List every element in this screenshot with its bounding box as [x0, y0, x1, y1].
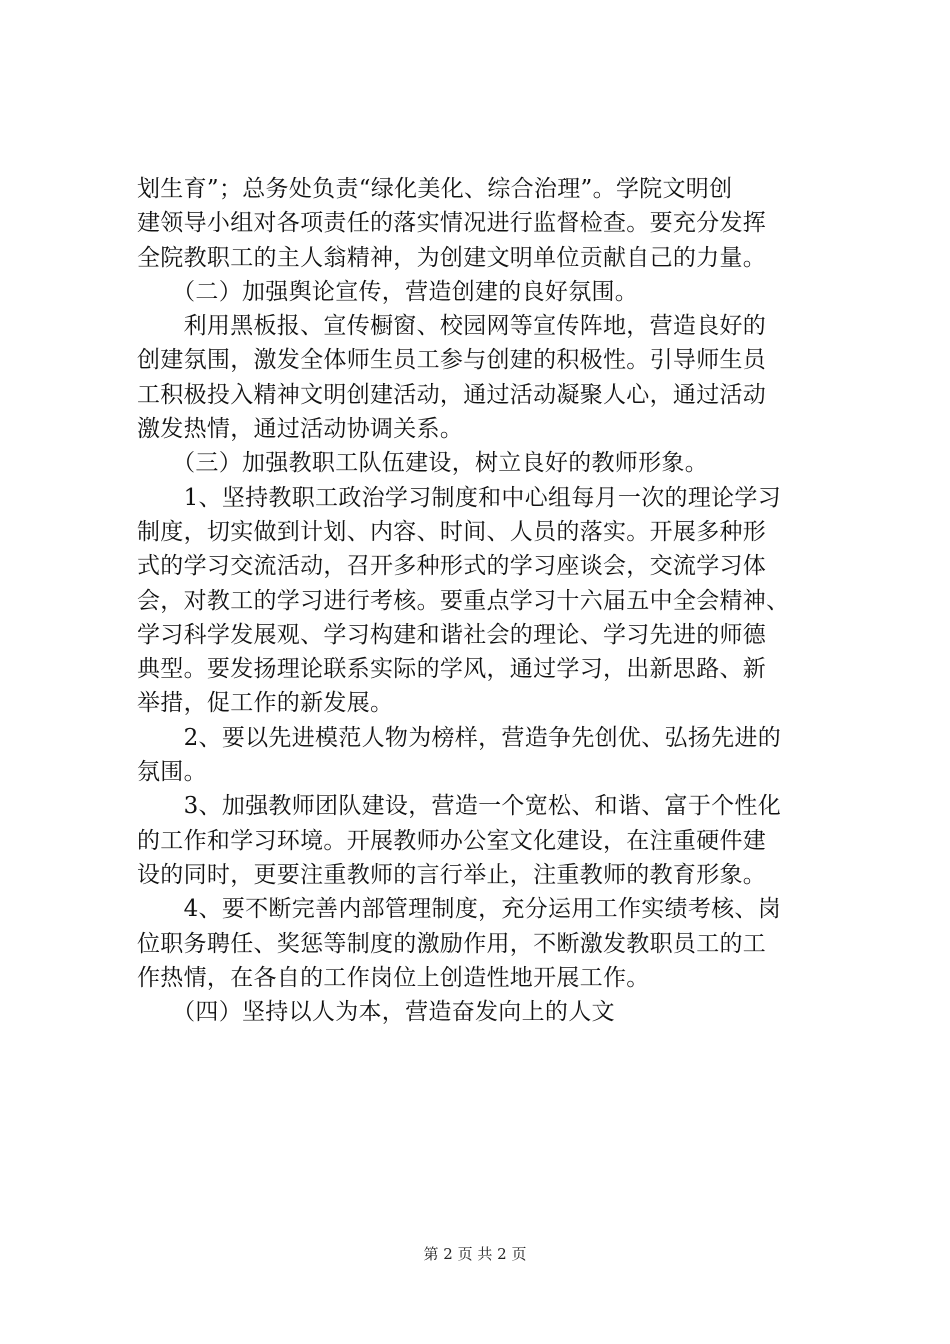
text-line: 举措，促工作的新发展。 [137, 690, 394, 717]
section-heading: （四）坚持以人为本，营造奋发向上的人文 [137, 999, 615, 1026]
text-line: 作热情，在各自的工作岗位上创造性地开展工作。 [137, 964, 650, 991]
text-line: 激发热情，通过活动协调关系。 [137, 416, 464, 443]
text-line: 3、加强教师团队建设，营造一个宽松、和谐、富于个性化 [137, 793, 782, 820]
document-body [137, 172, 837, 1029]
page-number-footer: 第 2 页 共 2 页 [423, 1245, 527, 1263]
text-line: 全院教职工的主人翁精神，为创建文明单位贡献自己的力量。 [137, 244, 767, 271]
text-line: 创建氛围，激发全体师生员工参与创建的积极性。引导师生员 [137, 347, 767, 374]
text-line: 制度，切实做到计划、内容、时间、人员的落实。开展多种形 [137, 518, 767, 545]
text-line: 利用黑板报、宣传橱窗、校园网等宣传阵地，营造良好的 [137, 313, 767, 340]
text-line: 2、要以先进模范人物为榜样，营造争先创优、弘扬先进的 [137, 724, 782, 751]
text-line: 位职务聘任、奖惩等制度的激励作用，不断激发教职员工的工 [137, 930, 767, 957]
text-line: 的工作和学习环境。开展教师办公室文化建设，在注重硬件建 [137, 827, 767, 854]
text-line: 工积极投入精神文明创建活动，通过活动凝聚人心，通过活动 [137, 381, 767, 408]
text-line: 典型。要发扬理论联系实际的学风，通过学习，出新思路、新 [137, 656, 767, 683]
section-heading: （三）加强教职工队伍建设，树立良好的教师形象。 [137, 450, 708, 477]
text-line: 式的学习交流活动，召开多种形式的学习座谈会，交流学习体 [137, 553, 767, 580]
section-heading: （二）加强舆论宣传，营造创建的良好氛围。 [137, 278, 639, 305]
text-line: 学习科学发展观、学习构建和谐社会的理论、学习先进的师德 [137, 621, 767, 648]
text-line: 1、坚持教职工政治学习制度和中心组每月一次的理论学习 [137, 484, 782, 511]
text-line: 氛围。 [137, 759, 207, 786]
text-line: 设的同时，更要注重教师的言行举止，注重教师的教育形象。 [137, 861, 767, 888]
text-line: 划生育”；总务处负责“绿化美化、综合治理”。学院文明创 [137, 176, 733, 202]
text-line: 会，对教工的学习进行考核。要重点学习十六届五中全会精神、 [137, 587, 790, 614]
text-line: 建领导小组对各项责任的落实情况进行监督检查。要充分发挥 [137, 210, 767, 237]
text-line: 4、要不断完善内部管理制度，充分运用工作实绩考核、岗 [137, 896, 782, 923]
